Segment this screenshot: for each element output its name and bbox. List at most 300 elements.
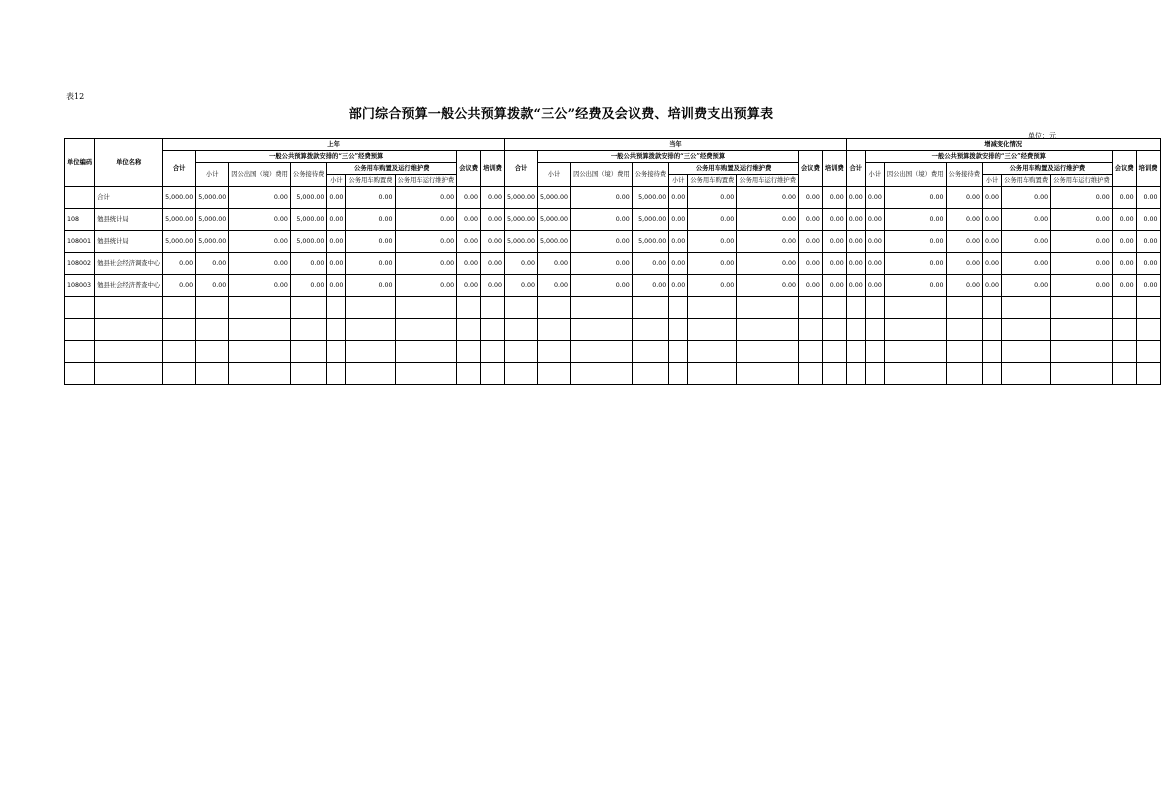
empty-cell <box>229 363 291 385</box>
cell-value: 0.00 <box>395 209 457 231</box>
empty-cell <box>946 297 982 319</box>
cell-value: 5,000.00 <box>290 231 326 253</box>
cell-value: 0.00 <box>669 253 688 275</box>
cell-value: 0.00 <box>983 231 1002 253</box>
cell-value: 0.00 <box>737 275 799 297</box>
cell-value: 0.00 <box>1051 275 1113 297</box>
cell-value: 5,000.00 <box>504 209 537 231</box>
cell-value: 0.00 <box>229 231 291 253</box>
cell-value: 0.00 <box>946 253 982 275</box>
cell-value: 0.00 <box>229 275 291 297</box>
cell-value: 0.00 <box>884 209 946 231</box>
empty-cell <box>163 297 196 319</box>
cell-value: 0.00 <box>1112 187 1136 209</box>
empty-cell <box>865 341 884 363</box>
header-total: 合计 <box>163 151 196 187</box>
header-unit-name: 单位名称 <box>95 139 163 187</box>
empty-cell <box>290 341 326 363</box>
empty-cell <box>571 297 633 319</box>
cell-value: 5,000.00 <box>504 231 537 253</box>
cell-value: 0.00 <box>504 253 537 275</box>
empty-cell <box>65 297 95 319</box>
empty-cell <box>457 341 481 363</box>
cell-unit-code: 108 <box>65 209 95 231</box>
empty-cell <box>669 363 688 385</box>
cell-unit-name: 勉县统计局 <box>95 231 163 253</box>
empty-cell <box>65 319 95 341</box>
cell-value: 0.00 <box>1112 275 1136 297</box>
cell-value: 0.00 <box>481 253 505 275</box>
empty-cell <box>846 363 865 385</box>
cell-value: 0.00 <box>457 275 481 297</box>
empty-cell <box>688 363 737 385</box>
cell-value: 0.00 <box>983 187 1002 209</box>
empty-cell <box>1136 363 1160 385</box>
cell-value: 0.00 <box>1051 209 1113 231</box>
cell-value: 0.00 <box>884 231 946 253</box>
empty-cell <box>865 297 884 319</box>
cell-value: 0.00 <box>1112 253 1136 275</box>
header-meeting: 会议费 <box>457 151 481 187</box>
empty-cell <box>865 363 884 385</box>
cell-value: 0.00 <box>229 187 291 209</box>
empty-cell <box>1051 363 1113 385</box>
empty-cell <box>1051 297 1113 319</box>
cell-value: 0.00 <box>669 231 688 253</box>
empty-cell <box>504 341 537 363</box>
header-car-purchase: 公务用车购置费 <box>1002 175 1051 187</box>
empty-cell <box>163 363 196 385</box>
cell-value: 5,000.00 <box>290 209 326 231</box>
cell-value: 0.00 <box>865 231 884 253</box>
cell-value: 0.00 <box>737 231 799 253</box>
cell-value: 5,000.00 <box>538 187 571 209</box>
cell-value: 0.00 <box>327 253 346 275</box>
cell-value: 0.00 <box>822 253 846 275</box>
header-subtotal: 小计 <box>538 163 571 187</box>
cell-value: 0.00 <box>737 209 799 231</box>
cell-value: 0.00 <box>1002 253 1051 275</box>
cell-value: 0.00 <box>290 253 326 275</box>
cell-value: 0.00 <box>1002 209 1051 231</box>
header-car-subtotal: 小计 <box>983 175 1002 187</box>
header-car-subtotal: 小计 <box>669 175 688 187</box>
header-car-purchase: 公务用车购置费 <box>688 175 737 187</box>
cell-value: 0.00 <box>1112 209 1136 231</box>
empty-cell <box>884 363 946 385</box>
cell-value: 0.00 <box>457 187 481 209</box>
cell-value: 0.00 <box>457 209 481 231</box>
empty-cell <box>946 363 982 385</box>
table-row <box>65 209 1161 231</box>
cell-value: 0.00 <box>688 253 737 275</box>
cell-value: 0.00 <box>946 187 982 209</box>
empty-cell <box>799 363 823 385</box>
empty-cell <box>983 297 1002 319</box>
cell-value: 0.00 <box>1002 275 1051 297</box>
empty-cell <box>1051 319 1113 341</box>
cell-value: 0.00 <box>163 275 196 297</box>
cell-value: 0.00 <box>865 253 884 275</box>
cell-value: 0.00 <box>946 275 982 297</box>
empty-cell <box>799 319 823 341</box>
empty-cell <box>669 341 688 363</box>
cell-value: 0.00 <box>346 231 395 253</box>
cell-value: 0.00 <box>884 187 946 209</box>
empty-cell <box>1112 341 1136 363</box>
cell-value: 5,000.00 <box>504 187 537 209</box>
empty-cell <box>481 341 505 363</box>
empty-cell <box>395 363 457 385</box>
empty-cell <box>846 297 865 319</box>
cell-value: 5,000.00 <box>290 187 326 209</box>
cell-value: 0.00 <box>571 231 633 253</box>
empty-cell <box>822 297 846 319</box>
empty-cell <box>346 297 395 319</box>
empty-cell <box>799 341 823 363</box>
empty-cell <box>196 363 229 385</box>
cell-value: 0.00 <box>481 275 505 297</box>
empty-cell <box>1002 297 1051 319</box>
cell-value: 5,000.00 <box>538 231 571 253</box>
cell-value: 0.00 <box>290 275 326 297</box>
table-row <box>65 253 1161 275</box>
empty-cell <box>504 319 537 341</box>
cell-value: 0.00 <box>983 209 1002 231</box>
cell-value: 0.00 <box>737 253 799 275</box>
cell-value: 0.00 <box>327 275 346 297</box>
cell-value: 0.00 <box>229 209 291 231</box>
cell-value: 0.00 <box>481 231 505 253</box>
empty-cell <box>290 319 326 341</box>
cell-value: 0.00 <box>457 231 481 253</box>
cell-value: 0.00 <box>1136 253 1160 275</box>
empty-cell <box>504 297 537 319</box>
empty-cell <box>571 363 633 385</box>
cell-unit-name: 勉县社会经济普查中心 <box>95 275 163 297</box>
cell-value: 0.00 <box>669 275 688 297</box>
header-car-group: 公务用车购置及运行维护费 <box>983 163 1113 175</box>
empty-cell <box>1112 363 1136 385</box>
cell-value: 0.00 <box>669 209 688 231</box>
empty-cell <box>946 319 982 341</box>
empty-cell <box>346 319 395 341</box>
empty-cell <box>457 363 481 385</box>
header-abroad: 因公出国（境）费用 <box>884 163 946 187</box>
cell-value: 5,000.00 <box>163 209 196 231</box>
cell-unit-code: 108002 <box>65 253 95 275</box>
cell-value: 0.00 <box>457 253 481 275</box>
cell-value: 0.00 <box>196 275 229 297</box>
cell-value: 0.00 <box>1136 231 1160 253</box>
cell-value: 0.00 <box>946 209 982 231</box>
cell-value: 0.00 <box>481 209 505 231</box>
empty-cell <box>229 297 291 319</box>
header-car-subtotal: 小计 <box>327 175 346 187</box>
cell-value: 5,000.00 <box>196 209 229 231</box>
cell-value: 0.00 <box>632 275 668 297</box>
cell-value: 0.00 <box>884 275 946 297</box>
empty-cell <box>632 297 668 319</box>
cell-value: 0.00 <box>196 253 229 275</box>
header-car-purchase: 公务用车购置费 <box>346 175 395 187</box>
header-subtotal: 小计 <box>865 163 884 187</box>
header-reception: 公务接待费 <box>632 163 668 187</box>
header-reception: 公务接待费 <box>290 163 326 187</box>
cell-value: 0.00 <box>1136 187 1160 209</box>
cell-value: 5,000.00 <box>196 187 229 209</box>
header-sangong: 一般公共预算拨款安排的“三公”经费预算 <box>538 151 799 163</box>
empty-cell <box>196 341 229 363</box>
cell-value: 0.00 <box>632 253 668 275</box>
cell-value: 0.00 <box>846 231 865 253</box>
header-subtotal: 小计 <box>196 163 229 187</box>
empty-cell <box>538 319 571 341</box>
cell-value: 0.00 <box>346 209 395 231</box>
cell-value: 0.00 <box>822 231 846 253</box>
empty-cell <box>1002 363 1051 385</box>
cell-value: 5,000.00 <box>632 209 668 231</box>
cell-value: 0.00 <box>822 209 846 231</box>
budget-table <box>64 138 1161 385</box>
empty-cell <box>481 363 505 385</box>
header-reception: 公务接待费 <box>946 163 982 187</box>
cell-value: 0.00 <box>822 275 846 297</box>
empty-cell <box>395 341 457 363</box>
empty-cell <box>983 363 1002 385</box>
cell-value: 0.00 <box>865 187 884 209</box>
empty-cell <box>983 341 1002 363</box>
empty-cell <box>632 319 668 341</box>
cell-value: 0.00 <box>1051 187 1113 209</box>
cell-value: 5,000.00 <box>632 231 668 253</box>
empty-cell <box>1136 319 1160 341</box>
empty-cell <box>688 297 737 319</box>
cell-value: 0.00 <box>327 231 346 253</box>
empty-cell <box>669 319 688 341</box>
header-sangong: 一般公共预算拨款安排的“三公”经费预算 <box>196 151 457 163</box>
cell-value: 0.00 <box>983 253 1002 275</box>
cell-unit-name: 勉县统计局 <box>95 209 163 231</box>
empty-cell <box>504 363 537 385</box>
empty-cell <box>196 297 229 319</box>
empty-cell <box>457 297 481 319</box>
cell-value: 0.00 <box>327 187 346 209</box>
header-meeting: 会议费 <box>1112 151 1136 187</box>
cell-value: 0.00 <box>688 187 737 209</box>
empty-cell <box>799 297 823 319</box>
empty-cell <box>632 341 668 363</box>
empty-row <box>65 341 1161 363</box>
cell-value: 5,000.00 <box>163 187 196 209</box>
empty-cell <box>95 297 163 319</box>
header-unit-code: 单位编码 <box>65 139 95 187</box>
empty-cell <box>884 297 946 319</box>
header-car-group: 公务用车购置及运行维护费 <box>669 163 799 175</box>
cell-value: 0.00 <box>688 275 737 297</box>
cell-value: 0.00 <box>983 275 1002 297</box>
header-car-operation: 公务用车运行维护费 <box>1051 175 1113 187</box>
empty-cell <box>822 363 846 385</box>
cell-value: 0.00 <box>688 231 737 253</box>
header-car-operation: 公务用车运行维护费 <box>737 175 799 187</box>
cell-value: 5,000.00 <box>538 209 571 231</box>
empty-cell <box>846 341 865 363</box>
cell-value: 0.00 <box>846 187 865 209</box>
cell-value: 0.00 <box>846 209 865 231</box>
header-total: 合计 <box>504 151 537 187</box>
header-training: 培训费 <box>481 151 505 187</box>
empty-cell <box>327 341 346 363</box>
empty-cell <box>95 319 163 341</box>
empty-cell <box>1136 341 1160 363</box>
empty-cell <box>481 297 505 319</box>
cell-unit-code: 108003 <box>65 275 95 297</box>
cell-value: 0.00 <box>865 275 884 297</box>
header-group-curr: 当年 <box>504 139 846 151</box>
cell-value: 0.00 <box>1136 275 1160 297</box>
cell-value: 0.00 <box>571 253 633 275</box>
empty-cell <box>1051 341 1113 363</box>
empty-cell <box>822 341 846 363</box>
cell-value: 0.00 <box>1112 231 1136 253</box>
cell-value: 0.00 <box>846 275 865 297</box>
empty-cell <box>95 363 163 385</box>
cell-value: 0.00 <box>163 253 196 275</box>
empty-cell <box>688 341 737 363</box>
empty-cell <box>884 319 946 341</box>
cell-value: 0.00 <box>395 275 457 297</box>
cell-value: 5,000.00 <box>196 231 229 253</box>
cell-unit-name: 合计 <box>95 187 163 209</box>
cell-value: 0.00 <box>395 253 457 275</box>
table-row <box>65 275 1161 297</box>
empty-cell <box>346 363 395 385</box>
cell-value: 0.00 <box>846 253 865 275</box>
cell-value: 0.00 <box>822 187 846 209</box>
empty-cell <box>983 319 1002 341</box>
empty-cell <box>737 363 799 385</box>
empty-cell <box>327 363 346 385</box>
cell-value: 0.00 <box>538 253 571 275</box>
cell-value: 0.00 <box>1136 209 1160 231</box>
empty-cell <box>737 341 799 363</box>
header-car-operation: 公务用车运行维护费 <box>395 175 457 187</box>
empty-cell <box>737 297 799 319</box>
header-meeting: 会议费 <box>799 151 823 187</box>
empty-cell <box>196 319 229 341</box>
empty-cell <box>669 297 688 319</box>
empty-cell <box>1112 319 1136 341</box>
empty-cell <box>65 363 95 385</box>
cell-value: 0.00 <box>799 275 823 297</box>
empty-cell <box>395 319 457 341</box>
cell-value: 0.00 <box>1051 231 1113 253</box>
cell-value: 0.00 <box>395 187 457 209</box>
empty-cell <box>846 319 865 341</box>
empty-cell <box>163 341 196 363</box>
cell-value: 0.00 <box>229 253 291 275</box>
header-total: 合计 <box>846 151 865 187</box>
empty-cell <box>538 341 571 363</box>
empty-cell <box>571 319 633 341</box>
cell-value: 0.00 <box>504 275 537 297</box>
empty-cell <box>481 319 505 341</box>
cell-value: 0.00 <box>1051 253 1113 275</box>
empty-cell <box>571 341 633 363</box>
cell-value: 0.00 <box>669 187 688 209</box>
empty-cell <box>290 363 326 385</box>
cell-value: 0.00 <box>571 275 633 297</box>
cell-value: 0.00 <box>799 231 823 253</box>
cell-value: 0.00 <box>1002 187 1051 209</box>
empty-cell <box>457 319 481 341</box>
cell-value: 0.00 <box>688 209 737 231</box>
cell-value: 0.00 <box>571 187 633 209</box>
empty-cell <box>822 319 846 341</box>
cell-value: 0.00 <box>395 231 457 253</box>
empty-row <box>65 363 1161 385</box>
table-row <box>65 187 1161 209</box>
cell-value: 0.00 <box>865 209 884 231</box>
empty-cell <box>737 319 799 341</box>
cell-unit-code: 108001 <box>65 231 95 253</box>
empty-cell <box>538 297 571 319</box>
header-group-prev: 上年 <box>163 139 505 151</box>
cell-value: 0.00 <box>799 209 823 231</box>
header-car-group: 公务用车购置及运行维护费 <box>327 163 457 175</box>
table-number: 表12 <box>66 92 85 101</box>
cell-unit-name: 勉县社会经济调查中心 <box>95 253 163 275</box>
empty-cell <box>538 363 571 385</box>
empty-row <box>65 319 1161 341</box>
cell-unit-code <box>65 187 95 209</box>
cell-value: 0.00 <box>737 187 799 209</box>
empty-cell <box>229 319 291 341</box>
cell-value: 0.00 <box>346 253 395 275</box>
cell-value: 0.00 <box>327 209 346 231</box>
cell-value: 0.00 <box>1002 231 1051 253</box>
empty-cell <box>688 319 737 341</box>
header-training: 培训费 <box>1136 151 1160 187</box>
empty-cell <box>1136 297 1160 319</box>
empty-cell <box>1002 319 1051 341</box>
empty-row <box>65 297 1161 319</box>
empty-cell <box>327 297 346 319</box>
page-title: 部门综合预算一般公共预算拨款“三公”经费及会议费、培训费支出预算表 <box>348 107 774 122</box>
cell-value: 0.00 <box>571 209 633 231</box>
cell-value: 0.00 <box>799 187 823 209</box>
empty-cell <box>346 341 395 363</box>
cell-value: 0.00 <box>346 187 395 209</box>
cell-value: 0.00 <box>538 275 571 297</box>
header-training: 培训费 <box>822 151 846 187</box>
empty-cell <box>95 341 163 363</box>
empty-cell <box>1112 297 1136 319</box>
cell-value: 0.00 <box>346 275 395 297</box>
header-sangong: 一般公共预算拨款安排的“三公”经费预算 <box>865 151 1112 163</box>
empty-cell <box>229 341 291 363</box>
empty-cell <box>632 363 668 385</box>
empty-cell <box>865 319 884 341</box>
header-abroad: 因公出国（境）费用 <box>229 163 291 187</box>
header-abroad: 因公出国（境）费用 <box>571 163 633 187</box>
empty-cell <box>884 341 946 363</box>
empty-cell <box>395 297 457 319</box>
empty-cell <box>65 341 95 363</box>
unit-label: 单位：元 <box>1028 132 1056 140</box>
table-row <box>65 231 1161 253</box>
